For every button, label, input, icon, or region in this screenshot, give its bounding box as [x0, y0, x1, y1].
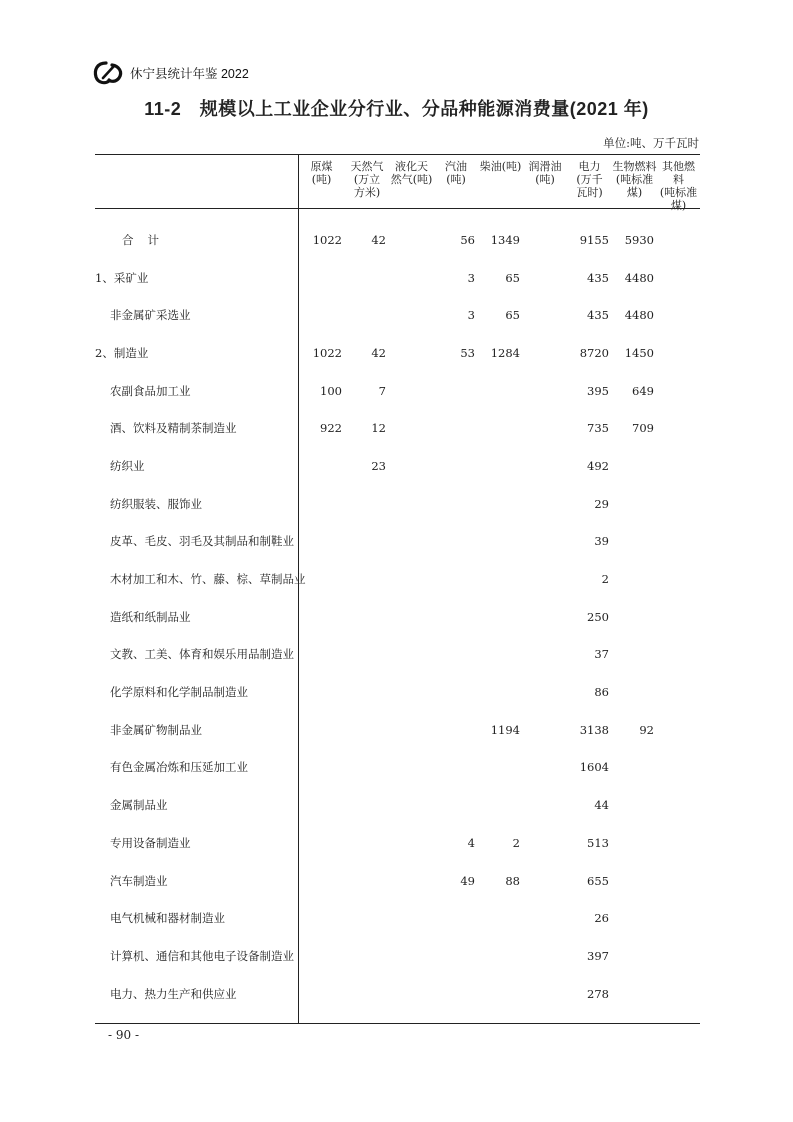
table-cell: 49: [460, 873, 475, 888]
table-cell: 7: [378, 383, 386, 398]
table-row: [95, 372, 700, 410]
table-cell: 100: [320, 383, 342, 398]
row-label: 文教、工美、体育和娱乐用品制造业: [110, 647, 294, 662]
row-label: 汽车制造业: [110, 873, 168, 888]
table-cell: 65: [505, 270, 520, 285]
table-cell: 88: [505, 873, 520, 888]
column-header-text: 其他燃料 (吨标准 煤): [659, 160, 698, 212]
column-header: [434, 155, 478, 208]
table-cell: 42: [371, 345, 386, 360]
row-label: 电力、热力生产和供应业: [110, 986, 237, 1001]
column-headers: [298, 155, 700, 212]
table-row: [95, 975, 700, 1013]
column-header: [567, 155, 612, 208]
column-header-text: 电力 (万千 瓦时): [576, 160, 603, 199]
table-cell: 3: [467, 308, 475, 323]
row-label: 合计: [122, 232, 173, 247]
table-row: [95, 786, 700, 824]
table-header-rule: [95, 208, 700, 209]
column-header: [657, 155, 700, 212]
row-label: 皮革、毛皮、羽毛及其制品和制鞋业: [110, 534, 294, 549]
table-cell: 1022: [312, 232, 342, 247]
table-cell: 65: [505, 308, 520, 323]
column-header: [612, 155, 657, 208]
column-header: [298, 155, 345, 208]
table-cell: 1450: [624, 345, 654, 360]
table-cell: 250: [587, 609, 609, 624]
table-row: [95, 296, 700, 334]
table-row: [95, 711, 700, 749]
row-label: 化学原料和化学制品制造业: [110, 685, 248, 700]
table-row: [95, 560, 700, 598]
column-header-text: 生物燃料 (吨标准 煤): [612, 160, 657, 199]
row-label: 农副食品加工业: [110, 383, 191, 398]
table-cell: 922: [320, 421, 342, 436]
table-cell: 709: [632, 421, 654, 436]
table-row: [95, 334, 700, 372]
table-cell: 23: [371, 458, 386, 473]
table-cell: 1349: [490, 232, 520, 247]
row-label: 计算机、通信和其他电子设备制造业: [110, 948, 294, 963]
table-cell: 1022: [312, 345, 342, 360]
table-cell: 4480: [624, 270, 654, 285]
column-header-text: 原煤 (吨): [310, 160, 333, 186]
row-label: 造纸和纸制品业: [110, 609, 191, 624]
table-row: [95, 447, 700, 485]
row-label: 纺织服装、服饰业: [110, 496, 202, 511]
table-cell: 92: [639, 722, 654, 737]
table-cell: 2: [512, 835, 520, 850]
row-label: 有色金属冶炼和压延加工业: [110, 760, 248, 775]
row-label: 非金属矿采选业: [110, 308, 191, 323]
column-header-text: 天然气 (万立 方米): [350, 160, 384, 199]
row-label: 1、采矿业: [95, 270, 149, 285]
table-row: [95, 523, 700, 561]
row-label: 木材加工和木、竹、藤、棕、草制品业: [110, 572, 306, 587]
table-bottom-rule: [95, 1023, 700, 1024]
table-cell: 278: [587, 986, 609, 1001]
table-cell: 8720: [579, 345, 609, 360]
table-cell: 44: [594, 798, 609, 813]
table-cell: 42: [371, 232, 386, 247]
table-cell: 86: [594, 685, 609, 700]
table-cell: 649: [632, 383, 654, 398]
table-cell: 9155: [579, 232, 609, 247]
table-cell: 3138: [579, 722, 609, 737]
column-header-text: 液化天 然气(吨): [390, 160, 433, 186]
row-label: 电气机械和器材制造业: [110, 911, 225, 926]
column-header-text: 汽油 (吨): [445, 160, 467, 186]
table-cell: 435: [587, 270, 609, 285]
table-row: [95, 824, 700, 862]
row-label: 专用设备制造业: [110, 835, 191, 850]
table-cell: 4480: [624, 308, 654, 323]
column-header-text: 柴油(吨): [479, 160, 522, 173]
table-cell: 1284: [490, 345, 520, 360]
table-row: [95, 598, 700, 636]
table-cell: 3: [467, 270, 475, 285]
table-cell: 513: [587, 835, 609, 850]
table-row: [95, 636, 700, 674]
column-header: [478, 155, 523, 208]
header-bar: [92, 60, 249, 86]
table-row: [95, 259, 700, 297]
table-cell: 435: [587, 308, 609, 323]
table-row: [95, 862, 700, 900]
table-cell: 397: [587, 948, 609, 963]
table-body: [95, 221, 700, 1012]
table-cell: 2: [601, 572, 609, 587]
row-label: 非金属矿物制品业: [110, 722, 202, 737]
page-number: - 90 -: [108, 1028, 140, 1042]
table-row: [95, 221, 700, 259]
table-cell: 1194: [490, 722, 520, 737]
table-row: [95, 899, 700, 937]
page-title: 11-2 规模以上工业企业分行业、分品种能源消费量(2021 年): [144, 99, 649, 119]
table-row: [95, 485, 700, 523]
table-cell: 53: [460, 345, 475, 360]
row-label: 酒、饮料及精制茶制造业: [110, 421, 237, 436]
table-cell: 735: [587, 421, 609, 436]
column-header-text: 润滑油 (吨): [528, 160, 562, 186]
yearbook-logo-icon: [92, 60, 126, 86]
table-cell: 1604: [579, 760, 609, 775]
column-header: [523, 155, 567, 208]
row-label: 2、制造业: [95, 345, 149, 360]
table-cell: 37: [594, 647, 609, 662]
table-cell: 12: [371, 421, 386, 436]
table-row: [95, 409, 700, 447]
row-label: 纺织业: [110, 458, 145, 473]
column-header: [389, 155, 434, 208]
table-cell: 56: [460, 232, 475, 247]
table-cell: 26: [594, 911, 609, 926]
column-header: [345, 155, 389, 208]
table-cell: 395: [587, 383, 609, 398]
table-cell: 5930: [624, 232, 654, 247]
yearbook-title: 休宁县统计年鉴 2022: [130, 67, 249, 81]
table-cell: 29: [594, 496, 609, 511]
row-label: 金属制品业: [110, 798, 168, 813]
table-row: [95, 673, 700, 711]
table-row: [95, 749, 700, 787]
table-cell: 4: [467, 835, 475, 850]
unit-note: 单位:吨、万千瓦时: [603, 136, 699, 150]
table-row: [95, 937, 700, 975]
table-cell: 492: [587, 458, 609, 473]
table-cell: 39: [594, 534, 609, 549]
table-cell: 655: [587, 873, 609, 888]
